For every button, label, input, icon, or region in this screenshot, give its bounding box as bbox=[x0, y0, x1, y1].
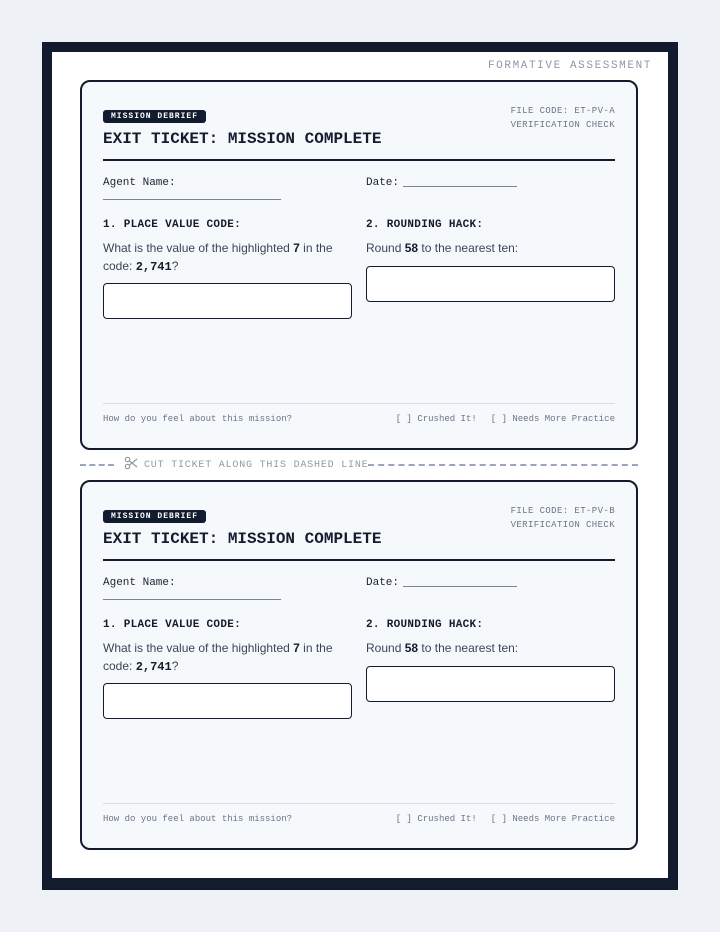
agent-name-label: Agent Name: bbox=[103, 177, 176, 189]
feedback-option-crushed-it[interactable]: [ ] Crushed It! bbox=[395, 814, 477, 824]
scissors-icon bbox=[124, 456, 138, 470]
question-1-text: What is the value of the highlighted 7 in the code: 2,741? bbox=[103, 241, 333, 274]
question-2-answer-box[interactable] bbox=[366, 266, 615, 302]
title-divider bbox=[103, 159, 615, 161]
question-1-answer-box[interactable] bbox=[103, 283, 352, 319]
date-line[interactable] bbox=[403, 186, 517, 187]
question-2-text: Round 58 to the nearest ten: bbox=[366, 241, 519, 255]
feedback-option-needs-practice[interactable]: [ ] Needs More Practice bbox=[490, 814, 615, 824]
date-label: Date: bbox=[366, 577, 400, 589]
rounding-number: 58 bbox=[404, 241, 419, 255]
cut-line bbox=[80, 454, 638, 476]
assessment-type-label: FORMATIVE ASSESSMENT bbox=[487, 60, 652, 72]
feedback-options bbox=[396, 414, 615, 424]
ticket-title: EXIT TICKET: MISSION COMPLETE bbox=[103, 130, 382, 148]
question-1-heading: 1. PLACE VALUE CODE: bbox=[103, 219, 242, 231]
verification-label: VERIFICATION CHECK bbox=[510, 120, 615, 130]
question-2-text: Round 58 to the nearest ten: bbox=[366, 641, 519, 655]
footer-divider bbox=[103, 803, 615, 804]
question-1-heading: 1. PLACE VALUE CODE: bbox=[103, 619, 242, 631]
worksheet-page bbox=[52, 52, 668, 878]
feedback-prompt: How do you feel about this mission? bbox=[103, 414, 293, 424]
feedback-option-needs-practice[interactable]: [ ] Needs More Practice bbox=[490, 414, 615, 424]
file-code: FILE CODE: ET-PV-A bbox=[510, 106, 615, 116]
cut-dash-left bbox=[80, 464, 114, 466]
mission-badge: MISSION DEBRIEF bbox=[103, 110, 206, 123]
question-1-text: What is the value of the highlighted 7 in the code: 2,741? bbox=[103, 641, 333, 674]
date-line[interactable] bbox=[403, 586, 517, 587]
verification-label: VERIFICATION CHECK bbox=[510, 520, 615, 530]
footer-divider bbox=[103, 403, 615, 404]
cut-dash-right bbox=[368, 464, 638, 466]
file-code: FILE CODE: ET-PV-B bbox=[510, 506, 615, 516]
worksheet-frame bbox=[42, 42, 678, 890]
question-1-answer-box[interactable] bbox=[103, 683, 352, 719]
highlighted-digit: 7 bbox=[293, 241, 300, 255]
rounding-number: 58 bbox=[404, 641, 419, 655]
feedback-option-crushed-it[interactable]: [ ] Crushed It! bbox=[395, 414, 477, 424]
cut-line-label-group bbox=[124, 456, 368, 471]
place-value-code: 2,741 bbox=[135, 660, 172, 674]
agent-name-line[interactable] bbox=[103, 199, 281, 200]
question-2-answer-box[interactable] bbox=[366, 666, 615, 702]
date-field bbox=[366, 177, 517, 189]
mission-badge: MISSION DEBRIEF bbox=[103, 510, 206, 523]
ticket-title: EXIT TICKET: MISSION COMPLETE bbox=[103, 530, 382, 548]
question-2-heading: 2. ROUNDING HACK: bbox=[366, 619, 484, 631]
agent-name-line[interactable] bbox=[103, 599, 281, 600]
cut-line-label: CUT TICKET ALONG THIS DASHED LINE bbox=[144, 460, 369, 471]
feedback-options bbox=[396, 814, 615, 824]
highlighted-digit: 7 bbox=[293, 641, 300, 655]
date-field bbox=[366, 577, 517, 589]
file-code-block bbox=[511, 504, 615, 532]
date-label: Date: bbox=[366, 177, 400, 189]
title-divider bbox=[103, 559, 615, 561]
agent-name-label: Agent Name: bbox=[103, 577, 176, 589]
exit-ticket-b bbox=[80, 480, 638, 850]
exit-ticket-a bbox=[80, 80, 638, 450]
question-2-heading: 2. ROUNDING HACK: bbox=[366, 219, 484, 231]
feedback-prompt: How do you feel about this mission? bbox=[103, 814, 293, 824]
file-code-block bbox=[511, 104, 615, 132]
place-value-code: 2,741 bbox=[135, 260, 172, 274]
